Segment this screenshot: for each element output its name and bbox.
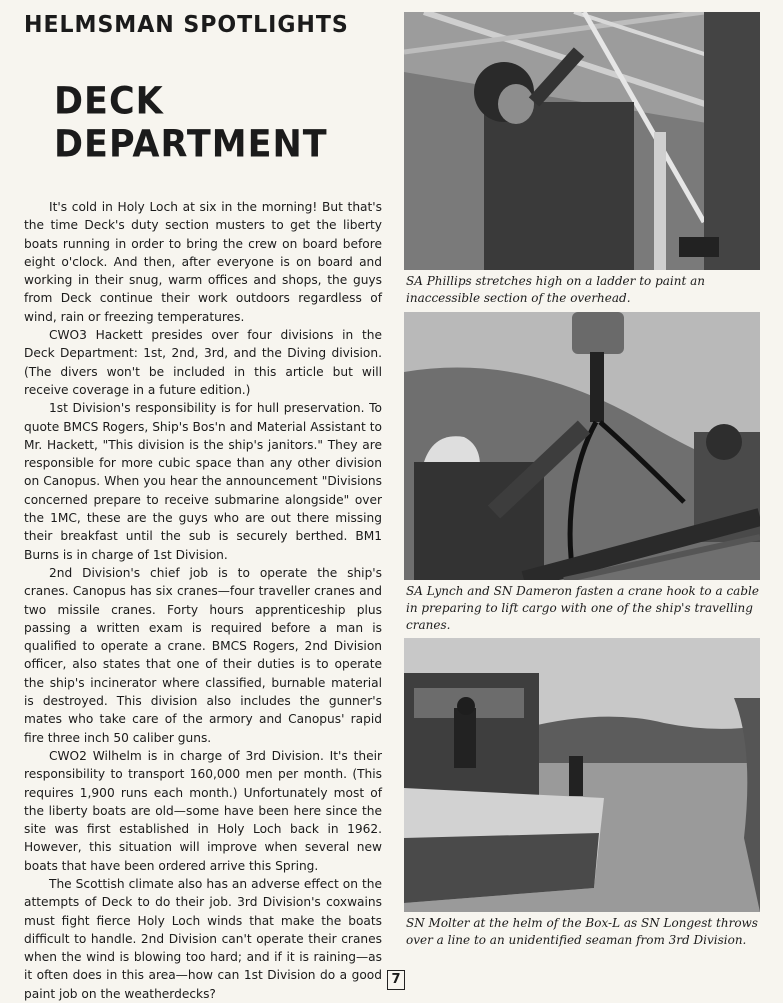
headline: DECK DEPARTMENT bbox=[54, 80, 328, 167]
section-label: HELMSMAN SPOTLIGHTS bbox=[24, 12, 349, 38]
article-body bbox=[24, 198, 382, 1003]
photo-liberty-boat bbox=[404, 638, 760, 912]
article-paragraph: 2nd Division's chief job is to operate the ship's cranes. Canopus has six cranes—four traveller cranes and two missile cranes. Forty hours apprenticeship plus passing a written exam is required before a man is qualified to operate a crane. BMCS Rogers, 2nd Division officer, also states that one of their duties is to operate the ship's incinerator where classified, burnable material is destroyed. This division also includes the gunner's mates who take care of the armory and Canopus' rapid fire three inch 50 caliber guns. bbox=[24, 565, 382, 745]
photo-ladder-painting bbox=[404, 12, 760, 270]
photo-caption: SN Molter at the helm of the Box-L as SN Longest throws over a line to an unidentified seaman from 3rd Division. bbox=[406, 916, 758, 947]
left-column bbox=[24, 12, 382, 1003]
photo-caption: SA Lynch and SN Dameron fasten a crane hook to a cable in preparing to lift cargo with one of the ship's travelling cranes. bbox=[406, 584, 759, 632]
article-paragraph: The Scottish climate also has an adverse effect on the attempts of Deck to do their job. 3rd Division's coxwains must fight fierce Holy Loch winds that make the boats difficult to handle. 2nd Division can't operate their cranes when the wind is blowing too hard; and if it is raining—as it often does in this area—how can 1st Division do a good paint job on the weatherdecks? bbox=[24, 876, 382, 1001]
article-paragraph: CWO3 Hackett presides over four divisions in the Deck Department: 1st, 2nd, 3rd, and the Diving division. (The divers won't be included in this article but will receive coverage in a future edition.) bbox=[24, 328, 382, 397]
article-paragraph: 1st Division's responsibility is for hull preservation. To quote BMCS Rogers, Ship's Bos'n and Material Assistant to Mr. Hackett, "This division is the ship's janitors." They are responsible for more cubic space than any other division on Canopus. When you hear the announcement "Divisions concerned prepare to receive submarine alongside" over the 1MC, these are the guys who are out there missing their breakfast until the sub is securely berthed. BM1 Burns is in charge of 1st Division. bbox=[24, 401, 382, 562]
page-number: 7 bbox=[387, 970, 405, 990]
right-column bbox=[404, 12, 760, 949]
photo-caption: SA Phillips stretches high on a ladder to paint an inaccessible section of the overhead. bbox=[406, 274, 705, 305]
article-paragraph: CWO2 Wilhelm is in charge of 3rd Division. It's their responsibility to transport 160,000 men per month. (This requires 1,900 runs each month.) Unfortunately most of the liberty boats are old—some have been here since the site was first established in Holy Loch back in 1962. However, this situation will improve when several new boats that have been ordered arrive this Spring. bbox=[24, 748, 382, 873]
article-paragraph: It's cold in Holy Loch at six in the morning! But that's the time Deck's duty section musters to get the liberty boats running in order to bring the crew on board before eight o'clock. And then, after everyone is on board and working in their snug, warm offices and shops, the guys from Deck continue their work outdoors regardless of wind, rain or freezing temperatures. bbox=[24, 200, 382, 324]
photo-crane-hook bbox=[404, 312, 760, 580]
